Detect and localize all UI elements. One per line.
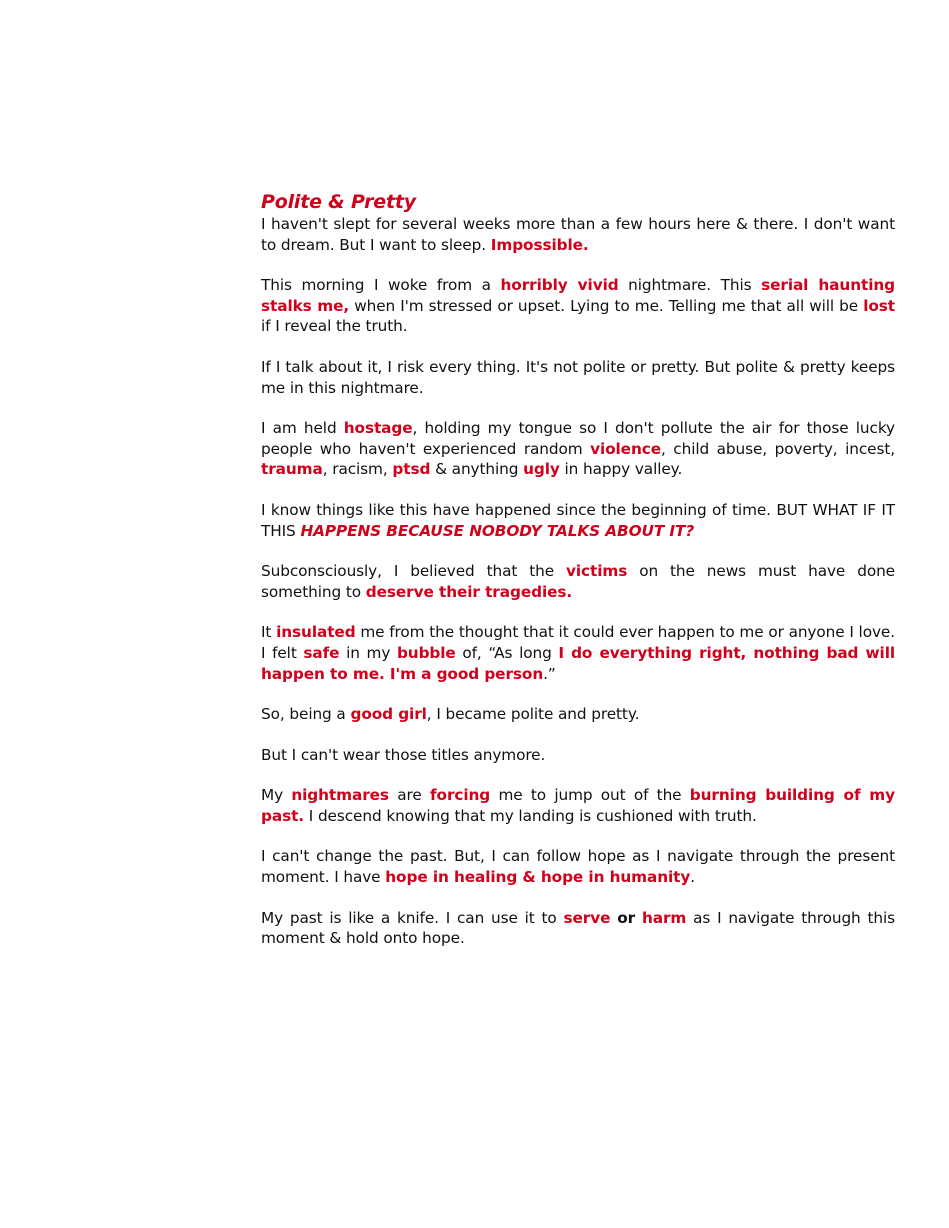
highlighted-phrase: victims	[566, 562, 628, 581]
paragraph	[261, 785, 895, 826]
text-run: .	[690, 868, 696, 887]
text-run: , holding my tongue so I don't pollute the air for those lucky people who haven't experienced random	[261, 419, 895, 458]
text-run: me to jump out of the	[490, 786, 690, 805]
text-run: Subconsciously, I believed that the	[261, 562, 567, 581]
paragraph	[261, 745, 895, 766]
text-run: if I reveal the truth.	[261, 317, 408, 336]
paragraph	[261, 622, 895, 684]
text-run: It	[261, 623, 277, 642]
highlighted-phrase: hostage	[343, 419, 413, 438]
highlighted-phrase: deserve their tragedies.	[365, 582, 573, 601]
text-run: I know things like this have happened since the beginning of time. BUT WHAT IF IT THIS	[261, 500, 895, 540]
paragraph	[261, 357, 895, 398]
text-run: This morning I woke from a	[261, 276, 501, 295]
highlighted-phrase: serial haunting stalks me,	[261, 276, 895, 315]
page-title: Polite & Pretty	[261, 191, 416, 213]
text-run: I descend knowing that my landing is cushioned with truth.	[304, 806, 757, 825]
highlighted-phrase: horribly vivid	[500, 276, 619, 295]
highlighted-phrase: ugly	[523, 460, 560, 479]
highlighted-phrase: lost	[863, 296, 895, 315]
highlighted-phrase: insulated	[276, 623, 356, 642]
text-run: , racism,	[322, 460, 393, 479]
text-run: in happy valley.	[559, 460, 683, 479]
highlighted-phrase: burning building of my past.	[261, 786, 895, 825]
text-run	[635, 909, 642, 927]
highlighted-phrase: Impossible.	[490, 235, 589, 254]
text-run: I am held	[261, 419, 344, 438]
text-run: & anything	[430, 460, 524, 479]
highlighted-phrase: violence	[590, 439, 661, 458]
highlighted-phrase: bubble	[396, 643, 456, 662]
text-run: My past is like a knife. I can use it to	[261, 908, 564, 927]
text-run: in my	[339, 643, 397, 662]
text-run: when I'm stressed or upset. Lying to me. Telling me that all will be	[349, 296, 864, 315]
text-run: But I can't wear those titles anymore.	[261, 745, 546, 764]
paragraph	[261, 908, 895, 949]
text-run: on the news must have done something to	[261, 562, 895, 601]
highlighted-phrase: forcing	[429, 786, 491, 805]
highlighted-phrase: hope in healing & hope in humanity	[385, 868, 691, 887]
text-run: I haven't slept for several weeks more than a few hours here & there. I don't want to dream. But I want to sleep.	[261, 215, 895, 254]
paragraph	[261, 275, 895, 337]
paragraph	[261, 846, 895, 887]
highlighted-phrase: harm	[641, 908, 687, 927]
highlighted-phrase: I do everything right, nothing bad will happen to me. I'm a good person	[261, 643, 895, 683]
highlighted-phrase: HAPPENS BECAUSE NOBODY TALKS ABOUT IT?	[300, 521, 695, 540]
text-run: nightmare. This	[618, 276, 762, 295]
highlighted-phrase: good girl	[350, 705, 427, 724]
bold-word: or	[617, 908, 636, 927]
paragraph	[261, 418, 895, 480]
poem-text-block	[261, 190, 895, 969]
text-run: are	[388, 786, 430, 805]
text-run: as I navigate through this moment & hold onto hope.	[261, 908, 895, 948]
text-run: , I became polite and pretty.	[426, 705, 640, 724]
text-run: , child abuse, poverty, incest,	[660, 439, 895, 458]
text-run: me from the thought that it could ever happen to me or anyone I love. I felt	[261, 623, 895, 662]
paragraph	[261, 561, 895, 602]
paragraph	[261, 214, 895, 255]
highlighted-phrase: serve	[563, 908, 611, 927]
text-run: I can't change the past. But, I can follow hope as I navigate through the present moment. I have	[261, 847, 895, 887]
paragraph	[261, 500, 895, 541]
text-run: .”	[543, 664, 556, 683]
paragraph	[261, 704, 895, 725]
body-paragraphs	[261, 214, 895, 949]
text-run: of, “As long	[455, 643, 559, 662]
highlighted-phrase: trauma	[261, 460, 323, 479]
text-run: My	[261, 786, 292, 805]
text-run: So, being a	[261, 705, 351, 724]
highlighted-phrase: safe	[303, 643, 340, 662]
text-run: If I talk about it, I risk every thing. It's not polite or pretty. But polite & pretty keeps me in this nightmare.	[261, 357, 895, 397]
highlighted-phrase: ptsd	[392, 460, 431, 479]
highlighted-phrase: nightmares	[291, 786, 389, 805]
